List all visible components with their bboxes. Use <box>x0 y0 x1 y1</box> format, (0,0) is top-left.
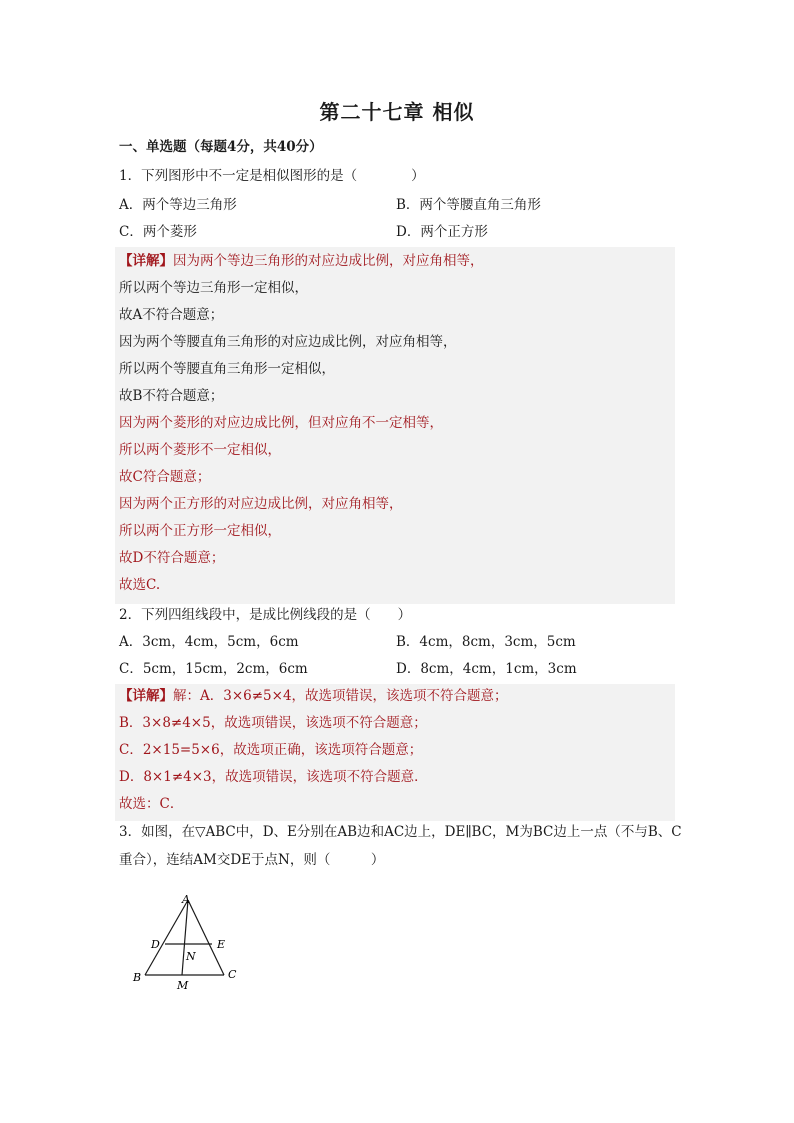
label-a: A <box>182 893 190 906</box>
q1-option-c: C．两个菱形 <box>119 224 197 240</box>
q1-solution-line-10: 因为两个正方形的对应边成比例，对应角相等， <box>119 496 403 512</box>
section-heading: 一、单选题（每题4分，共40分） <box>119 139 323 155</box>
q1-option-b: B．两个等腰直角三角形 <box>396 197 541 213</box>
question-1-stem: 1．下列图形中不一定是相似图形的是（ ） <box>119 168 425 184</box>
q2-option-b: B．4cm，8cm，3cm，5cm <box>396 634 576 650</box>
q2-solution-line-4: D．8×1≠4×3，故选项错误，该选项不符合题意． <box>119 769 428 785</box>
label-m: M <box>177 979 189 992</box>
label-b: B <box>133 971 142 984</box>
q1-option-d: D．两个正方形 <box>396 224 488 240</box>
q1-solution-box <box>115 247 675 604</box>
q2-solution-box <box>115 684 675 821</box>
q2-solution-line-1: 【详解】解：A．3×6≠5×4，故选项错误，该选项不符合题意； <box>119 688 508 704</box>
q2-option-d: D．8cm，4cm，1cm，3cm <box>396 661 577 677</box>
q2-option-c: C．5cm，15cm，2cm，6cm <box>119 661 308 677</box>
q1-solution-line-4: 因为两个等腰直角三角形的对应边成比例，对应角相等， <box>119 334 457 350</box>
q1-solution-line-1: 【详解】因为两个等边三角形的对应边成比例，对应角相等， <box>119 253 484 269</box>
q1-solution-line-11: 所以两个正方形一定相似， <box>119 523 281 539</box>
q2-solution-line-2: B．3×8≠4×5，故选项错误，该选项不符合题意； <box>119 715 427 731</box>
q2-solution-line-3: C．2×15=5×6，故选项正确，该选项符合题意； <box>119 742 423 758</box>
label-c: C <box>228 968 237 981</box>
label-n: N <box>186 950 196 963</box>
question-3-stem-line-2: 重合），连结AM交DE于点N，则（ ） <box>119 852 385 868</box>
question-3-stem-line-1: 3．如图，在▽ABC中，D、E分别在AB边和AC边上，DE∥BC，M为BC边上一点（不与B、C <box>119 824 682 840</box>
q1-solution-line-5: 所以两个等腰直角三角形一定相似， <box>119 361 335 377</box>
page-title: 第二十七章 相似 <box>319 100 475 124</box>
q1-solution-line-13: 故选C. <box>119 577 161 593</box>
q1-solution-line-12: 故D不符合题意； <box>119 550 225 566</box>
q1-solution-line-3: 故A不符合题意； <box>119 307 224 323</box>
q2-option-a: A．3cm，4cm，5cm，6cm <box>119 634 299 650</box>
q2-solution-line-5: 故选：C． <box>119 796 184 812</box>
segment-am <box>182 900 188 975</box>
solution-tag: 【详解】 <box>119 253 173 269</box>
label-d: D <box>151 938 160 951</box>
q1-solution-line-9: 故C符合题意； <box>119 469 211 485</box>
triangle-figure <box>120 888 250 998</box>
q1-solution-line-8: 所以两个菱形不一定相似， <box>119 442 281 458</box>
q1-solution-line-7: 因为两个菱形的对应边成比例，但对应角不一定相等， <box>119 415 443 431</box>
q1-option-a: A．两个等边三角形 <box>119 197 237 213</box>
q1-solution-line-2: 所以两个等边三角形一定相似， <box>119 280 308 296</box>
q1-solution-line-6: 故B不符合题意； <box>119 388 224 404</box>
question-2-stem: 2．下列四组线段中，是成比例线段的是（ ） <box>119 607 412 623</box>
solution-tag: 【详解】 <box>119 688 173 704</box>
label-e: E <box>217 938 226 951</box>
